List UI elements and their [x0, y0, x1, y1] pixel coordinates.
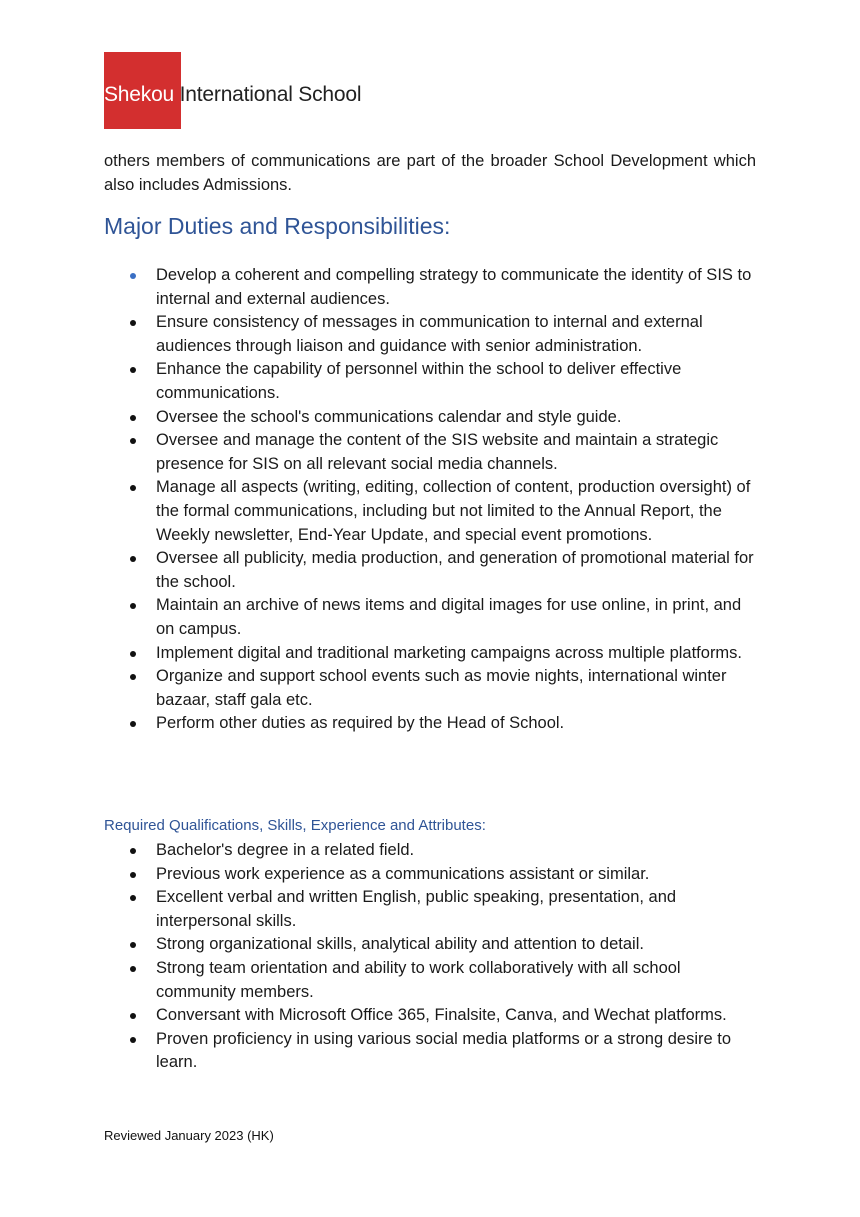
bullet-icon	[130, 942, 136, 948]
bullet-icon	[130, 367, 136, 373]
list-item	[104, 476, 764, 547]
bullet-icon	[130, 556, 136, 562]
bullet-icon	[130, 721, 136, 727]
list-item-text: Enhance the capability of personnel within the school to deliver effective communications.	[156, 360, 682, 402]
list-item	[104, 933, 764, 957]
list-item-text: Manage all aspects (writing, editing, collection of content, production oversight) of the formal communications, including but not limited to the Annual Report, the Weekly newsletter, End-Year Update, and special event promotions.	[156, 478, 751, 544]
logo-red-word: Shekou	[104, 83, 175, 106]
bullet-icon	[130, 848, 136, 854]
list-item	[104, 839, 764, 863]
list-item-text: Organize and support school events such as movie nights, international winter bazaar, staff gala etc.	[156, 667, 727, 709]
list-item-text: Implement digital and traditional marketing campaigns across multiple platforms.	[156, 643, 743, 662]
bullet-icon	[130, 320, 136, 326]
bullet-icon	[130, 872, 136, 878]
bullet-icon	[130, 1037, 136, 1043]
list-item-text: Strong organizational skills, analytical ability and attention to detail.	[156, 935, 644, 954]
list-item-text: Oversee and manage the content of the SIS website and maintain a strategic presence for SIS on all relevant social media channels.	[156, 431, 719, 473]
list-item	[104, 886, 764, 933]
bullet-icon	[130, 603, 136, 609]
list-item	[104, 406, 764, 430]
list-item-text: Ensure consistency of messages in communication to internal and external audiences through liaison and guidance with senior administration.	[156, 313, 703, 355]
list-item-text: Excellent verbal and written English, public speaking, presentation, and interpersonal skills.	[156, 888, 677, 930]
list-item	[104, 642, 764, 666]
bullet-icon	[130, 674, 136, 680]
logo-text	[104, 84, 361, 105]
list-item-text: Strong team orientation and ability to work collaboratively with all school community members.	[156, 958, 681, 1001]
school-logo	[104, 52, 376, 129]
list-item	[104, 594, 764, 641]
list-item	[104, 311, 764, 358]
qualifications-heading: Required Qualifications, Skills, Experience and Attributes:	[104, 817, 486, 834]
list-item-text: Perform other duties as required by the Head of School.	[156, 714, 565, 733]
list-item-text: Maintain an archive of news items and digital images for use online, in print, and on campus.	[156, 596, 742, 638]
list-item	[104, 358, 764, 405]
bullet-icon	[130, 273, 136, 279]
bullet-icon	[130, 895, 136, 901]
list-item	[104, 547, 764, 594]
qualifications-list	[104, 839, 764, 1075]
bullet-icon	[130, 415, 136, 421]
bullet-icon	[130, 485, 136, 491]
footer-note: Reviewed January 2023 (HK)	[104, 1128, 274, 1143]
list-item	[104, 863, 764, 887]
intro-paragraph: others members of communications are part of the broader School Development which also includes Admissions.	[104, 152, 756, 194]
logo-black-word: International School	[179, 83, 362, 106]
list-item-text: Bachelor's degree in a related field.	[156, 841, 415, 859]
list-item-text: Oversee the school's communications calendar and style guide.	[156, 407, 622, 426]
list-item-text: Oversee all publicity, media production, and generation of promotional material for the school.	[156, 549, 754, 591]
list-item	[104, 1028, 764, 1075]
duties-list	[104, 264, 764, 736]
bullet-icon	[130, 1013, 136, 1019]
bullet-icon	[130, 651, 136, 657]
list-item	[104, 665, 764, 712]
list-item	[104, 264, 764, 311]
duties-heading: Major Duties and Responsibilities:	[104, 213, 451, 239]
list-item-text: Previous work experience as a communications assistant or similar.	[156, 864, 650, 883]
bullet-icon	[130, 966, 136, 972]
list-item	[104, 712, 764, 736]
list-item-text: Develop a coherent and compelling strategy to communicate the identity of SIS to internal and external audiences.	[156, 266, 752, 308]
list-item	[104, 957, 764, 1004]
bullet-icon	[130, 438, 136, 444]
list-item	[104, 429, 764, 476]
list-item-text: Proven proficiency in using various social media platforms or a strong desire to learn.	[156, 1029, 732, 1072]
list-item-text: Conversant with Microsoft Office 365, Finalsite, Canva, and Wechat platforms.	[156, 1006, 727, 1025]
list-item	[104, 1004, 764, 1028]
